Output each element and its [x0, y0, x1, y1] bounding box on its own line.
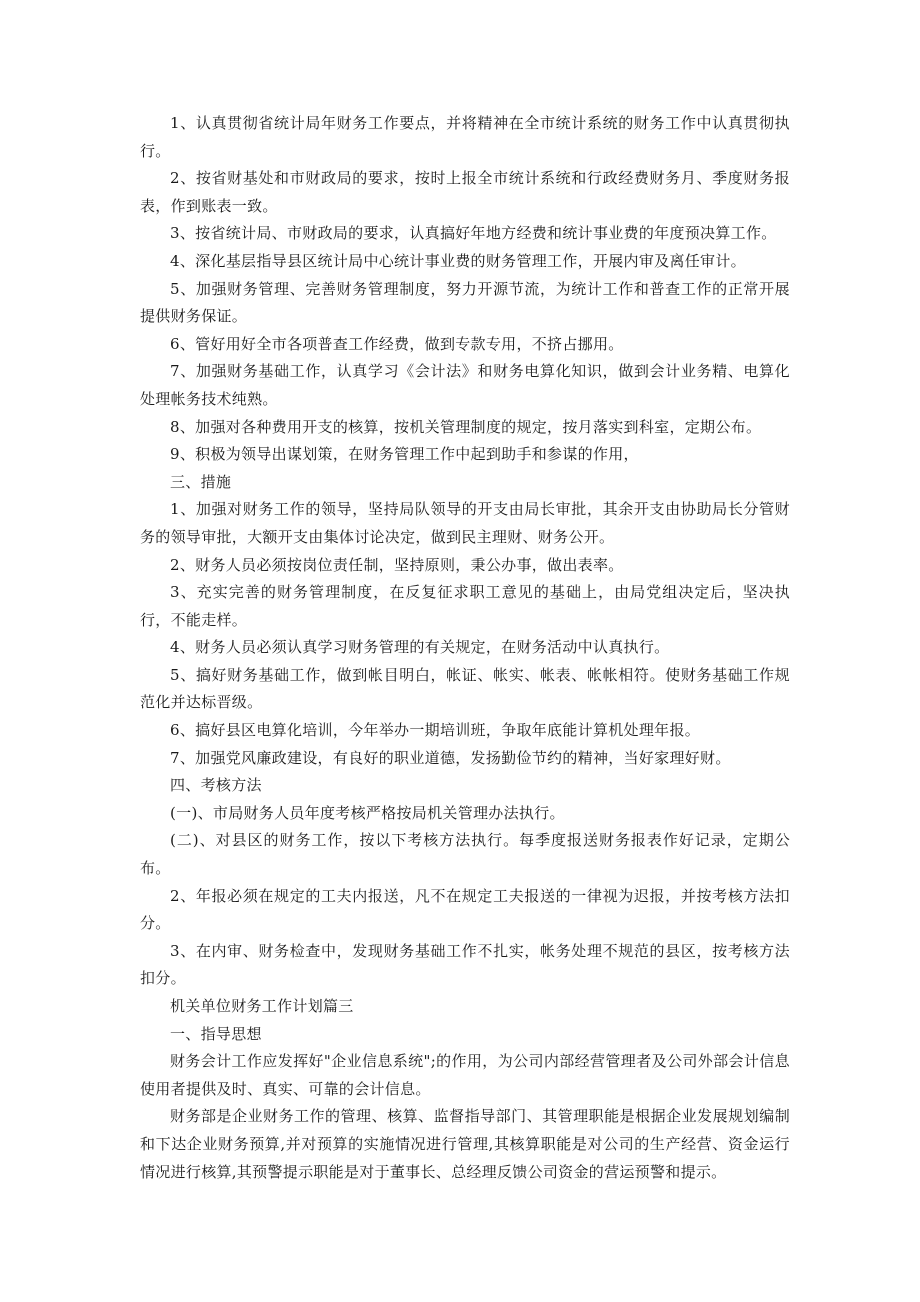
- paragraph: 7、加强党风廉政建设，有良好的职业道德，发扬勤俭节约的精神，当好家理好财。: [170, 748, 731, 767]
- paragraph: 6、管好用好全市各项普查工作经费，做到专款专用，不挤占挪用。: [170, 334, 624, 353]
- paragraph: 3、在内审、财务检查中，发现财务基础工作不扎实，帐务处理不规范的县区，按考核方法扣分。: [140, 941, 790, 988]
- paragraph: 9、积极为领导出谋划策，在财务管理工作中起到助手和参谋的作用，: [170, 445, 639, 464]
- section-heading: 一、指导思想: [170, 1024, 262, 1043]
- paragraph: 财务会计工作应发挥好"企业信息系统";的作用，为公司内部经营管理者及公司外部会计信息使用者提供及时、真实、可靠的会计信息。: [140, 1052, 790, 1098]
- paragraph: (一)、市局财务人员年度考核严格按局机关管理办法执行。: [170, 803, 565, 822]
- paragraph: 2、按省财基处和市财政局的要求，按时上报全市统计系统和行政经费财务月、季度财务报表，作到账表一致。: [140, 169, 790, 215]
- paragraph: 1、认真贯彻省统计局年财务工作要点，并将精神在全市统计系统的财务工作中认真贯彻执行。: [140, 114, 790, 160]
- paragraph: 1、加强对财务工作的领导，坚持局队领导的开支由局长审批，其余开支由协助局长分管财务的领导审批，大额开支由集体讨论决定，做到民主理财、财务公开。: [140, 500, 790, 546]
- paragraph: 8、加强对各种费用开支的核算，按机关管理制度的规定，按月落实到科室，定期公布。: [170, 417, 762, 436]
- section-heading: 三、措施: [170, 472, 232, 491]
- paragraph: 5、搞好财务基础工作，做到帐目明白，帐证、帐实、帐表、帐帐相符。使财务基础工作规范化并达标晋级。: [140, 665, 790, 712]
- paragraph: 4、深化基层指导县区统计局中心统计事业费的财务管理工作，开展内审及离任审计。: [170, 251, 746, 270]
- paragraph: 4、财务人员必须认真学习财务管理的有关规定，在财务活动中认真执行。: [170, 638, 670, 657]
- section-heading: 四、考核方法: [170, 776, 262, 795]
- paragraph: 5、加强财务管理、完善财务管理制度，努力开源节流，为统计工作和普查工作的正常开展提供财务保证。: [140, 279, 790, 326]
- paragraph: 6、搞好县区电算化培训，今年举办一期培训班，争取年底能计算机处理年报。: [170, 721, 701, 740]
- paragraph: 3、按省统计局、市财政局的要求，认真搞好年地方经费和统计事业费的年度预决算工作。: [170, 224, 777, 243]
- document-body: [140, 110, 790, 1186]
- paragraph: 7、加强财务基础工作，认真学习《会计法》和财务电算化知识，做到会计业务精、电算化处理帐务技术纯熟。: [140, 362, 790, 408]
- paragraph: 2、年报必须在规定的工夫内报送，凡不在规定工夫报送的一律视为迟报，并按考核方法扣分。: [140, 886, 790, 933]
- article-title: 机关单位财务工作计划篇三: [170, 997, 354, 1015]
- paragraph: 财务部是企业财务工作的管理、核算、监督指导部门、其管理职能是根据企业发展规划编制和下达企业财务预算,并对预算的实施情况进行管理,其核算职能是对公司的生产经营、资金运行情况进行核算,其预警提示职能是对于董事长、总经理反馈公司资金的营运预警和提示。: [140, 1107, 790, 1181]
- paragraph: 3、充实完善的财务管理制度，在反复征求职工意见的基础上，由局党组决定后，坚决执行，不能走样。: [140, 583, 790, 629]
- paragraph: (二)、对县区的财务工作，按以下考核方法执行。每季度报送财务报表作好记录，定期公布。: [140, 831, 790, 878]
- paragraph: 2、财务人员必须按岗位责任制，坚持原则，秉公办事，做出表率。: [170, 555, 624, 574]
